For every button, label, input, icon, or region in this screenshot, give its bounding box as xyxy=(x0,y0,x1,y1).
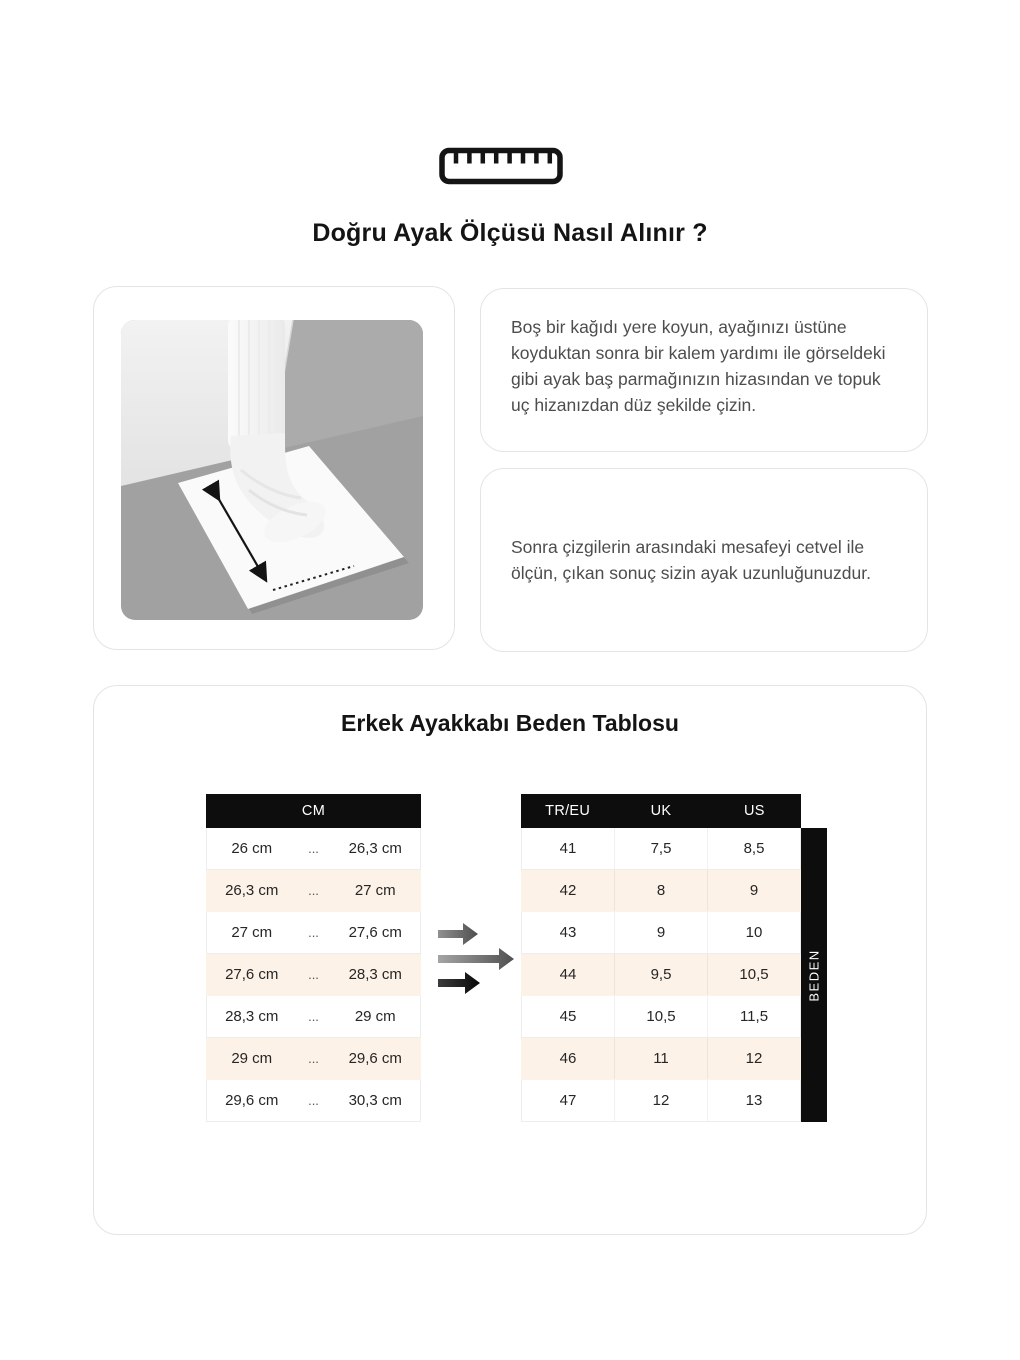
us-size: 12 xyxy=(707,1038,800,1079)
table-row xyxy=(206,996,421,1038)
table-row xyxy=(206,1080,421,1122)
col-header-uk: UK xyxy=(650,803,672,819)
table-row xyxy=(206,912,421,954)
cm-max: 30,3 cm xyxy=(348,1092,402,1109)
range-dots: ... xyxy=(308,1009,319,1024)
us-size: 11,5 xyxy=(707,996,800,1037)
tr-eu-size: 47 xyxy=(559,1092,577,1109)
table-row xyxy=(206,1038,421,1080)
conversion-arrows-icon xyxy=(438,922,516,994)
tr-eu-size: 46 xyxy=(559,1050,577,1067)
range-dots: ... xyxy=(308,1093,319,1108)
instruction-step2-card xyxy=(480,468,928,652)
size-table-card xyxy=(93,685,927,1235)
table-row xyxy=(521,1080,801,1122)
uk-size: 9 xyxy=(614,912,707,953)
cm-min: 27,6 cm xyxy=(225,966,279,983)
cm-table-body xyxy=(206,828,421,1122)
cm-max: 26,3 cm xyxy=(348,840,402,857)
instruction-step1-card xyxy=(480,288,928,452)
uk-size: 7,5 xyxy=(614,828,707,869)
intl-size-table-header xyxy=(521,794,801,828)
cm-max: 29 cm xyxy=(354,1008,396,1025)
cm-max: 28,3 cm xyxy=(348,966,402,983)
tr-eu-size: 41 xyxy=(559,840,577,857)
intl-size-table xyxy=(521,794,801,1122)
col-header-tr-eu: TR/EU xyxy=(545,803,591,819)
cm-max: 27,6 cm xyxy=(348,924,402,941)
cm-max: 27 cm xyxy=(354,882,396,899)
table-row xyxy=(521,912,801,954)
tr-eu-size: 42 xyxy=(559,882,577,899)
cm-min: 27 cm xyxy=(231,924,273,941)
instruction-step2-text: Sonra çizgilerin arasındaki mesafeyi cetvel ile ölçün, çıkan sonuç sizin ayak uzunluğunuzdur. xyxy=(511,537,871,583)
sock-leg xyxy=(228,320,285,452)
cm-min: 29,6 cm xyxy=(225,1092,279,1109)
beden-side-label xyxy=(801,828,827,1122)
uk-size: 8 xyxy=(614,870,707,911)
size-table-title: Erkek Ayakkabı Beden Tablosu xyxy=(341,710,679,736)
beden-label-text: BEDEN xyxy=(806,948,822,1002)
instruction-step1-text: Boş bir kağıdı yere koyun, ayağınızı üstüne koyduktan sonra bir kalem yardımı ile görseldeki gibi ayak baş parmağınızın hizasından ve topuk uç hizanızdan düz şekilde çizin. xyxy=(511,317,886,415)
table-row xyxy=(521,828,801,870)
uk-size: 9,5 xyxy=(614,954,707,995)
range-dots: ... xyxy=(308,967,319,982)
table-row xyxy=(521,996,801,1038)
table-row xyxy=(206,954,421,996)
us-size: 10,5 xyxy=(707,954,800,995)
table-row xyxy=(206,828,421,870)
table-row xyxy=(206,870,421,912)
uk-size: 11 xyxy=(614,1038,707,1079)
ruler-icon xyxy=(438,146,564,186)
cm-min: 26 cm xyxy=(231,840,273,857)
tr-eu-size: 44 xyxy=(559,966,577,983)
uk-size: 10,5 xyxy=(614,996,707,1037)
range-dots: ... xyxy=(308,883,319,898)
cm-table xyxy=(206,794,421,1122)
us-size: 8,5 xyxy=(707,828,800,869)
cm-min: 29 cm xyxy=(231,1050,273,1067)
cm-table-header: CM xyxy=(206,794,421,828)
us-size: 10 xyxy=(707,912,800,953)
cm-min: 26,3 cm xyxy=(225,882,279,899)
foot-measurement-photo xyxy=(121,320,423,620)
range-dots: ... xyxy=(308,925,319,940)
foot-measure-photo-card xyxy=(93,286,455,650)
page-title: Doğru Ayak Ölçüsü Nasıl Alınır ? xyxy=(312,219,708,247)
table-row xyxy=(521,1038,801,1080)
tr-eu-size: 45 xyxy=(559,1008,577,1025)
range-dots: ... xyxy=(308,1051,319,1066)
us-size: 13 xyxy=(707,1080,800,1121)
uk-size: 12 xyxy=(614,1080,707,1121)
col-header-us: US xyxy=(743,803,765,819)
cm-max: 29,6 cm xyxy=(348,1050,402,1067)
table-row xyxy=(521,870,801,912)
tr-eu-size: 43 xyxy=(559,924,577,941)
us-size: 9 xyxy=(707,870,800,911)
table-row xyxy=(521,954,801,996)
range-dots: ... xyxy=(308,841,319,856)
intl-size-table-body xyxy=(521,828,801,1122)
cm-min: 28,3 cm xyxy=(225,1008,279,1025)
